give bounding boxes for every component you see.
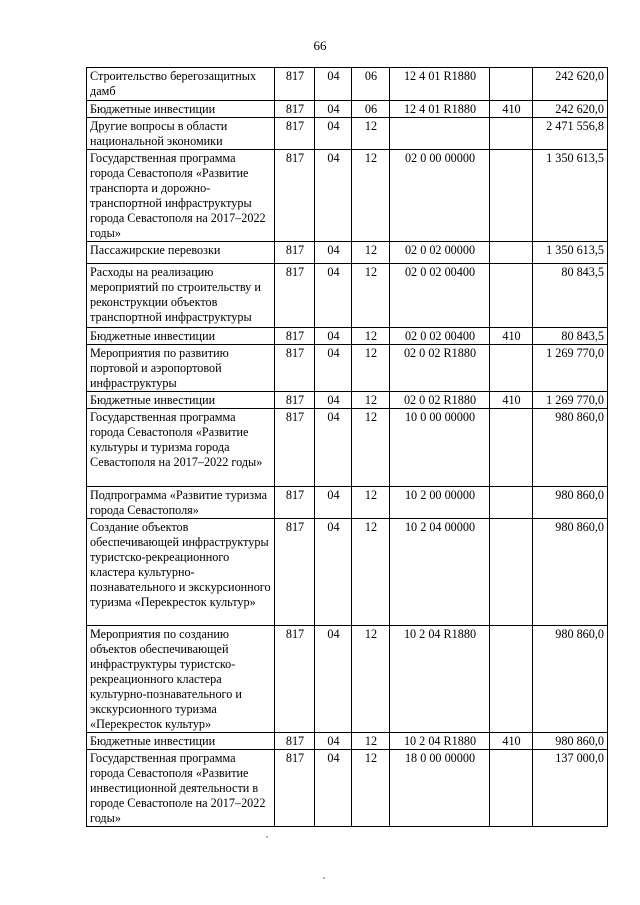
subsection-code-cell: 06 [352,101,390,118]
target-article-cell: 10 0 00 00000 [390,409,490,487]
budget-table [86,67,608,827]
subsection-code-cell: 12 [352,409,390,487]
target-article-cell: 10 2 04 R1880 [390,626,490,733]
target-article-cell: 10 2 04 R1880 [390,733,490,750]
ministry-code-cell: 817 [275,519,315,626]
row-name-cell: Бюджетные инвестиции [87,328,275,345]
target-article-cell: 18 0 00 00000 [390,750,490,827]
section-code-cell: 04 [315,68,352,101]
ministry-code-cell: 817 [275,101,315,118]
target-article-cell: 02 0 02 R1880 [390,345,490,392]
table-row [87,150,608,242]
expense-type-cell [490,118,533,150]
amount-cell: 980 860,0 [533,626,608,733]
ministry-code-cell: 817 [275,750,315,827]
target-article-cell: 02 0 02 00400 [390,264,490,328]
subsection-code-cell: 12 [352,118,390,150]
expense-type-cell [490,487,533,519]
section-code-cell: 04 [315,409,352,487]
ministry-code-cell: 817 [275,487,315,519]
section-code-cell: 04 [315,733,352,750]
page-number: 66 [313,38,327,53]
expense-type-cell [490,750,533,827]
ministry-code-cell: 817 [275,409,315,487]
table-row [87,242,608,264]
target-article-cell: 02 0 00 00000 [390,150,490,242]
expense-type-cell [490,519,533,626]
section-code-cell: 04 [315,345,352,392]
expense-type-cell [490,242,533,264]
amount-cell: 1 269 770,0 [533,345,608,392]
row-name-cell: Бюджетные инвестиции [87,392,275,409]
expense-type-cell [490,68,533,101]
amount-cell: 80 843,5 [533,264,608,328]
amount-cell: 980 860,0 [533,409,608,487]
section-code-cell: 04 [315,626,352,733]
row-name-cell: Государственная программа города Севастополя «Развитие инвестиционной деятельности в городе Севастополе на 2017–2022 годы» [87,750,275,827]
target-article-cell: 02 0 02 00000 [390,242,490,264]
table-row [87,750,608,827]
table-row [87,264,608,328]
table-row [87,392,608,409]
section-code-cell: 04 [315,392,352,409]
target-article-cell: 10 2 04 00000 [390,519,490,626]
row-name-cell: Мероприятия по развитию портовой и аэропортовой инфраструктуры [87,345,275,392]
ministry-code-cell: 817 [275,392,315,409]
section-code-cell: 04 [315,487,352,519]
row-name-cell: Бюджетные инвестиции [87,101,275,118]
expense-type-cell [490,264,533,328]
subsection-code-cell: 06 [352,68,390,101]
table-row [87,487,608,519]
row-name-cell: Строительство берегозащитных дамб [87,68,275,101]
scan-dot [266,836,268,838]
amount-cell: 980 860,0 [533,733,608,750]
ministry-code-cell: 817 [275,345,315,392]
subsection-code-cell: 12 [352,519,390,626]
expense-type-cell [490,626,533,733]
amount-cell: 980 860,0 [533,487,608,519]
row-name-cell: Государственная программа города Севастополя «Развитие культуры и туризма города Севастополя на 2017–2022 годы» [87,409,275,487]
subsection-code-cell: 12 [352,150,390,242]
row-name-cell: Другие вопросы в области национальной экономики [87,118,275,150]
amount-cell: 1 350 613,5 [533,150,608,242]
ministry-code-cell: 817 [275,264,315,328]
row-name-cell: Мероприятия по созданию объектов обеспечивающей инфраструктуры туристско-рекреационного кластера культурно-познавательного и экскурсионного туризма «Перекресток культур» [87,626,275,733]
section-code-cell: 04 [315,101,352,118]
expense-type-cell: 410 [490,101,533,118]
table-row [87,68,608,101]
subsection-code-cell: 12 [352,487,390,519]
expense-type-cell: 410 [490,392,533,409]
section-code-cell: 04 [315,118,352,150]
target-article-cell: 12 4 01 R1880 [390,68,490,101]
target-article-cell: 02 0 02 R1880 [390,392,490,409]
budget-table-body [87,68,608,827]
row-name-cell: Расходы на реализацию мероприятий по строительству и реконструкции объектов транспортной инфраструктуры [87,264,275,328]
section-code-cell: 04 [315,328,352,345]
ministry-code-cell: 817 [275,68,315,101]
table-row [87,101,608,118]
target-article-cell: 12 4 01 R1880 [390,101,490,118]
subsection-code-cell: 12 [352,264,390,328]
amount-cell: 80 843,5 [533,328,608,345]
expense-type-cell: 410 [490,733,533,750]
amount-cell: 1 269 770,0 [533,392,608,409]
ministry-code-cell: 817 [275,150,315,242]
row-name-cell: Подпрограмма «Развитие туризма города Севастополя» [87,487,275,519]
section-code-cell: 04 [315,264,352,328]
expense-type-cell [490,409,533,487]
expense-type-cell: 410 [490,328,533,345]
amount-cell: 242 620,0 [533,68,608,101]
section-code-cell: 04 [315,519,352,626]
subsection-code-cell: 12 [352,750,390,827]
amount-cell: 2 471 556,8 [533,118,608,150]
row-name-cell: Пассажирские перевозки [87,242,275,264]
expense-type-cell [490,150,533,242]
target-article-cell [390,118,490,150]
section-code-cell: 04 [315,242,352,264]
section-code-cell: 04 [315,150,352,242]
row-name-cell: Создание объектов обеспечивающей инфраструктуры туристско-рекреационного кластера культурно-познавательного и экскурсионного туризма «Перекресток культур» [87,519,275,626]
subsection-code-cell: 12 [352,626,390,733]
table-row [87,733,608,750]
expense-type-cell [490,345,533,392]
subsection-code-cell: 12 [352,345,390,392]
row-name-cell: Государственная программа города Севастополя «Развитие транспорта и дорожно-транспортной инфраструктуры города Севастополя на 2017–2022 годы» [87,150,275,242]
ministry-code-cell: 817 [275,328,315,345]
subsection-code-cell: 12 [352,328,390,345]
section-code-cell: 04 [315,750,352,827]
table-row [87,626,608,733]
amount-cell: 137 000,0 [533,750,608,827]
table-row [87,519,608,626]
amount-cell: 1 350 613,5 [533,242,608,264]
amount-cell: 242 620,0 [533,101,608,118]
table-row [87,345,608,392]
ministry-code-cell: 817 [275,626,315,733]
ministry-code-cell: 817 [275,118,315,150]
subsection-code-cell: 12 [352,392,390,409]
ministry-code-cell: 817 [275,733,315,750]
subsection-code-cell: 12 [352,242,390,264]
target-article-cell: 10 2 00 00000 [390,487,490,519]
amount-cell: 980 860,0 [533,519,608,626]
ministry-code-cell: 817 [275,242,315,264]
target-article-cell: 02 0 02 00400 [390,328,490,345]
scan-dot [323,877,325,879]
table-row [87,118,608,150]
table-row [87,328,608,345]
table-row [87,409,608,487]
subsection-code-cell: 12 [352,733,390,750]
row-name-cell: Бюджетные инвестиции [87,733,275,750]
